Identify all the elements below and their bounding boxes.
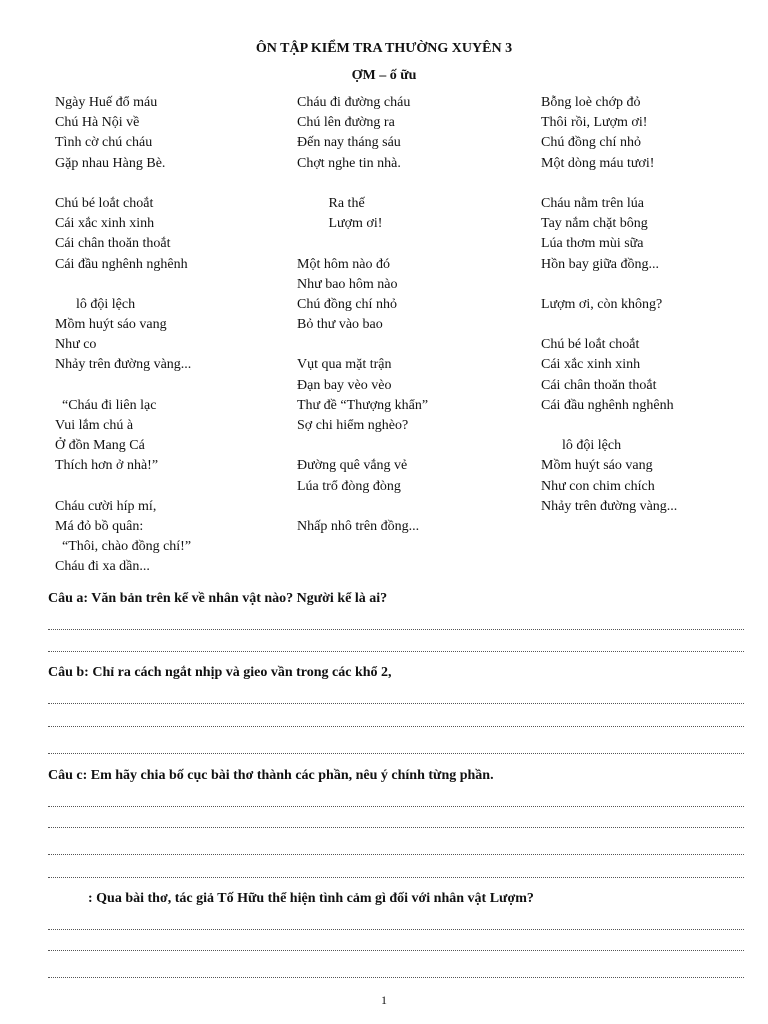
poem-line: Bỏ thư vào bao [297, 317, 383, 333]
poem-line: Đường quê vắng vẻ [297, 458, 408, 474]
answer-line [48, 721, 744, 727]
poem-line [55, 275, 191, 295]
poem-line [541, 315, 677, 335]
answer-line [48, 872, 744, 878]
poem-line: Vụt qua mặt trận [297, 357, 392, 373]
poem-line: Tình cờ chú cháu [55, 135, 153, 151]
poem-line: Vui lắm chú à [55, 418, 134, 433]
page-title: ÔN TẬP KIỂM TRA THƯỜNG XUYÊN 3 [255, 41, 513, 56]
poem-line: Hồn bay giữa đồng... [541, 256, 660, 272]
answer-line [48, 801, 744, 807]
page-number: 1 [381, 993, 387, 1007]
poem-line [297, 174, 428, 194]
poem-line: Mồm huýt sáo vang [541, 458, 653, 474]
poem-line: Lượm ơi! [297, 216, 383, 232]
poem-line: Một dòng máu tươi! [541, 155, 655, 171]
poem-line [55, 477, 191, 497]
poem-line: Chú đồng chí nhỏ [297, 296, 397, 312]
poem-line: Cái xắc xinh xinh [55, 216, 155, 232]
poem-line: Như con chim chích [541, 478, 655, 494]
poem-line: Cháu cười híp mí, [55, 498, 157, 514]
poem-line [55, 376, 191, 396]
poem-line [541, 275, 677, 295]
poem-line [55, 174, 191, 194]
poem-line: Gặp nhau Hàng Bè. [55, 155, 166, 171]
poem-line: Đến nay tháng sáu [297, 135, 401, 151]
answer-line [48, 972, 744, 978]
poem-line [297, 497, 428, 517]
answer-line [48, 698, 744, 704]
poem-column-2 [297, 93, 428, 537]
poem-line: Cái chân thoăn thoắt [55, 236, 171, 252]
poem-line [541, 416, 677, 436]
poem-line: Nhấp nhô trên đồng... [297, 518, 420, 534]
poem-line: Lúa trổ đòng đòng [297, 478, 401, 494]
poem-line [541, 174, 677, 194]
poem-line: Sợ chi hiểm nghèo? [297, 418, 409, 433]
poem-line: Bỗng loè chớp đỏ [541, 95, 641, 110]
poem-line: Chú Hà Nội về [55, 115, 140, 131]
poem-line: Nhảy trên đường vàng... [55, 357, 192, 373]
question-a: Câu a: Văn bản trên kể về nhân vật nào? Người kể là ai? [48, 591, 388, 606]
poem-line: Lượm ơi, còn không? [541, 296, 663, 312]
poem-line: lô đội lệch [55, 296, 136, 312]
poem-column-3 [541, 93, 677, 517]
answer-line [48, 924, 744, 930]
poem-line [297, 335, 428, 355]
poem-line: Ở đồn Mang Cá [55, 438, 145, 454]
poem-column-1 [55, 93, 191, 578]
poem-line: Cái đầu nghênh nghênh [55, 256, 188, 272]
poem-line [297, 234, 428, 254]
poem-line: Cái xắc xinh xinh [541, 357, 641, 373]
poem-line: Cái đầu nghênh nghênh [541, 397, 674, 413]
poem-line: Cháu đi xa dần... [55, 559, 150, 575]
poem-line: Một hôm nào đó [297, 256, 390, 272]
poem-line: Má đỏ bồ quân: [55, 518, 144, 534]
poem-line [297, 436, 428, 456]
answer-line [48, 945, 744, 951]
answer-line [48, 748, 744, 754]
question-c: Câu c: Em hãy chia bố cục bài thơ thành các phần, nêu ý chính từng phần. [48, 768, 494, 783]
poem-line: Cái chân thoăn thoắt [541, 377, 657, 393]
answer-line [48, 822, 744, 828]
question-b: Câu b: Chỉ ra cách ngắt nhịp và gieo vần trong các khổ 2, [48, 665, 392, 680]
poem-line: “Thôi, chào đồng chí!” [55, 539, 192, 555]
poem-line: Mồm huýt sáo vang [55, 317, 167, 333]
poem-line: lô đội lệch [541, 438, 622, 454]
poem-line: Thư đề “Thượng khẩn” [297, 397, 429, 413]
poem-line: Nhảy trên đường vàng... [541, 498, 678, 514]
poem-line: Thôi rồi, Lượm ơi! [541, 115, 648, 131]
poem-line: Cháu đi đường cháu [297, 95, 411, 110]
poem-line: “Cháu đi liên lạc [55, 397, 157, 413]
poem-line: Chú bé loắt choắt [55, 195, 154, 211]
poem-line: Chợt nghe tin nhà. [297, 155, 401, 171]
poem-line: Chú bé loắt choắt [541, 337, 640, 353]
answer-line [48, 624, 744, 630]
poem-line: Chú đồng chí nhỏ [541, 135, 641, 151]
question-d: : Qua bài thơ, tác giả Tố Hữu thể hiện tình cảm gì đối với nhân vật Lượm? [88, 891, 534, 906]
poem-line: Ra thế [297, 195, 365, 211]
poem-line: Như co [55, 337, 97, 353]
answer-line [48, 646, 744, 652]
poem-title: ỢM – ố ữu [351, 68, 417, 83]
poem-line: Như bao hôm nào [297, 276, 398, 292]
answer-line [48, 849, 744, 855]
poem-line: Thích hơn ở nhà!” [55, 458, 159, 474]
poem-line: Chú lên đường ra [297, 115, 395, 131]
poem-line: Ngày Huế đổ máu [55, 95, 158, 110]
poem-line: Cháu nằm trên lúa [541, 195, 645, 211]
poem-line: Lúa thơm mùi sữa [541, 236, 644, 252]
poem-line: Đạn bay vèo vèo [297, 377, 392, 393]
poem-line: Tay nắm chặt bông [541, 216, 648, 232]
